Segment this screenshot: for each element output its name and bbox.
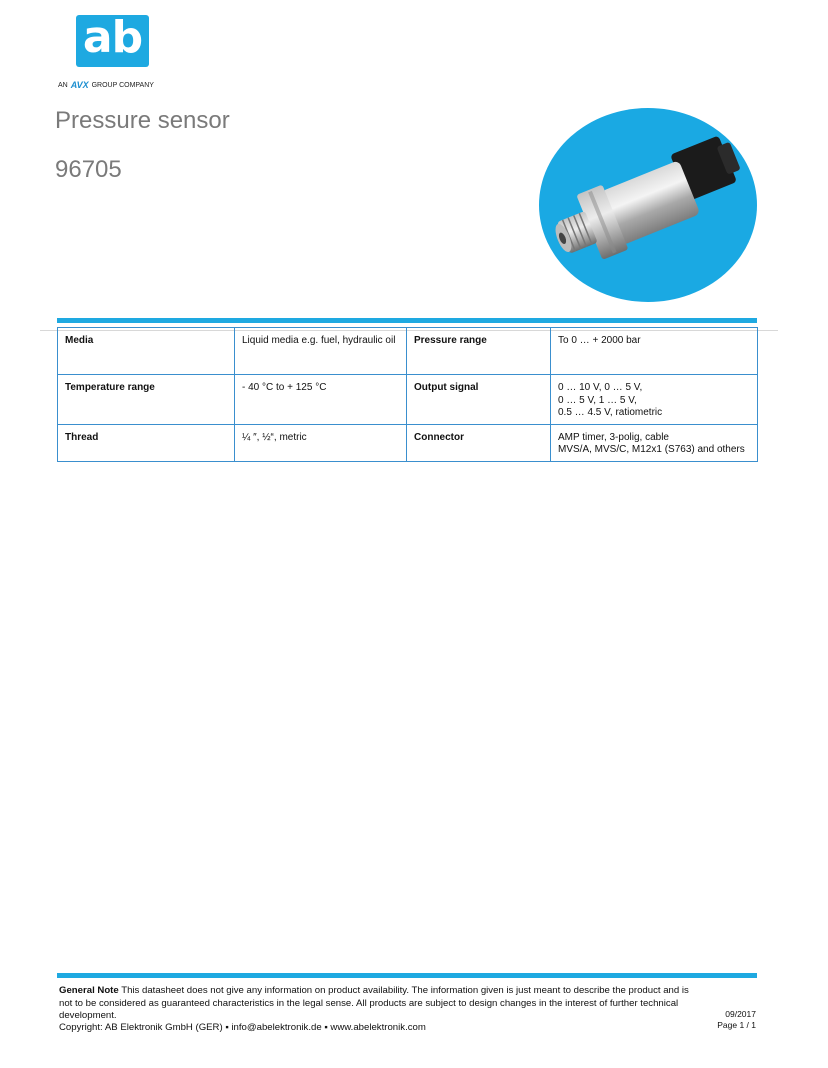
page-number: Page 1 / 1 bbox=[717, 1020, 756, 1030]
copyright-line: Copyright: AB Elektronik GmbH (GER) ▪ info@abelektronik.de ▪ www.abelektronik.com bbox=[59, 1022, 426, 1033]
spec-label: Pressure range bbox=[407, 328, 551, 375]
spec-value: - 40 °C to + 125 °C bbox=[235, 375, 407, 425]
general-note bbox=[59, 985, 699, 1023]
table-row bbox=[58, 375, 758, 425]
page-title: Pressure sensor bbox=[55, 107, 230, 134]
document-date: 09/2017 bbox=[725, 1009, 756, 1019]
tagline-prefix: AN bbox=[58, 81, 68, 89]
general-note-label: General Note bbox=[59, 985, 119, 996]
spec-label: Media bbox=[58, 328, 235, 375]
table-row bbox=[58, 328, 758, 375]
spec-value: To 0 … + 2000 bar bbox=[551, 328, 758, 375]
footer-accent-bar bbox=[57, 973, 757, 978]
spec-value: Liquid media e.g. fuel, hydraulic oil bbox=[235, 328, 407, 375]
spec-label: Temperature range bbox=[58, 375, 235, 425]
spec-label: Connector bbox=[407, 424, 551, 461]
part-number: 96705 bbox=[55, 156, 122, 183]
spec-label: Output signal bbox=[407, 375, 551, 425]
tagline-brand: AVX bbox=[70, 80, 89, 90]
table-row bbox=[58, 424, 758, 461]
spec-value: ¼ ″, ½“, metric bbox=[235, 424, 407, 461]
header-accent-bar bbox=[57, 318, 757, 323]
company-logo bbox=[76, 12, 149, 67]
general-note-text: This datasheet does not give any information on product availability. The information given is just meant to describe the product and is not to be considered as guaranteed characteristics in the legal sense. All products are subject to design changes in the interest of further technical development. bbox=[59, 985, 689, 1022]
logo-text: ab bbox=[82, 12, 143, 63]
specifications-table bbox=[57, 327, 758, 462]
tagline-suffix: GROUP COMPANY bbox=[91, 81, 154, 89]
product-image bbox=[538, 107, 760, 307]
spec-label: Thread bbox=[58, 424, 235, 461]
spec-value: 0 … 10 V, 0 … 5 V, 0 … 5 V, 1 … 5 V, 0.5 … 4.5 V, ratiometric bbox=[551, 375, 758, 425]
spec-value: AMP timer, 3-polig, cable MVS/A, MVS/C, M12x1 (S763) and others bbox=[551, 424, 758, 461]
company-tagline bbox=[58, 80, 154, 90]
